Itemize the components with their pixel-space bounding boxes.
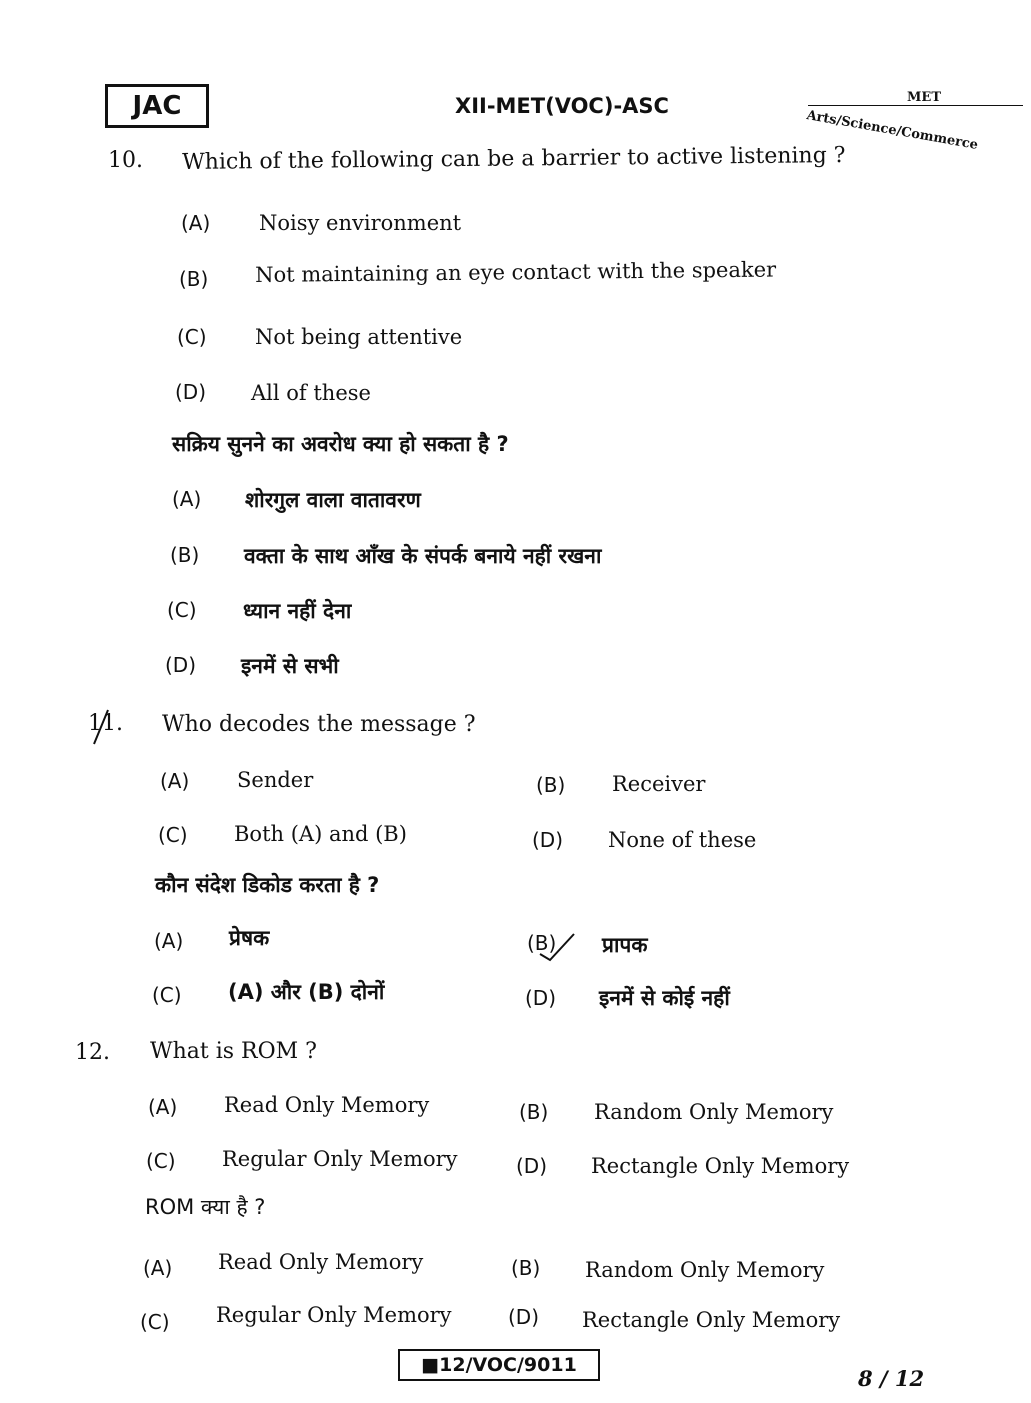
option-text-hindi: वक्ता के साथ आँख के संपर्क बनाये नहीं रखना bbox=[244, 544, 602, 568]
option-label: (D) bbox=[508, 1305, 540, 1329]
option-label: (A) bbox=[181, 211, 211, 235]
option-label: (C) bbox=[177, 325, 207, 349]
question-number: 12. bbox=[75, 1040, 110, 1065]
option-text: Rectangle Only Memory bbox=[591, 1154, 850, 1178]
option-label: (B) bbox=[170, 543, 200, 567]
option-label: (D) bbox=[525, 986, 557, 1010]
option-text: Both (A) and (B) bbox=[234, 822, 407, 846]
question-number: 10. bbox=[108, 148, 143, 173]
option-text: None of these bbox=[608, 828, 757, 852]
subject-stamp bbox=[805, 90, 1023, 153]
option-text: Rectangle Only Memory bbox=[582, 1308, 841, 1332]
question-text-hindi: सक्रिय सुनने का अवरोध क्या हो सकता है ? bbox=[172, 432, 509, 456]
option-label: (A) bbox=[154, 929, 184, 953]
question-number: 11. bbox=[88, 711, 123, 736]
option-text: Noisy environment bbox=[259, 211, 462, 235]
question-text-hindi: ROM क्या है ? bbox=[145, 1195, 266, 1219]
streams-label: Arts/Science/Commerce bbox=[805, 108, 980, 153]
page-number: 8 / 12 bbox=[858, 1366, 925, 1391]
option-text: Not maintaining an eye contact with the speaker bbox=[255, 257, 777, 287]
option-text: Random Only Memory bbox=[585, 1258, 825, 1282]
question-text: What is ROM ? bbox=[150, 1039, 317, 1064]
option-label: (B) bbox=[179, 267, 209, 291]
option-label: (B) bbox=[519, 1100, 549, 1124]
option-label: (A) bbox=[172, 487, 202, 511]
subject-short: MET bbox=[808, 90, 1023, 106]
option-text-hindi: इनमें से सभी bbox=[241, 654, 339, 678]
option-label: (C) bbox=[146, 1149, 176, 1173]
option-text: Read Only Memory bbox=[218, 1250, 424, 1274]
option-label: (D) bbox=[516, 1154, 548, 1178]
option-label: (B) bbox=[527, 931, 557, 955]
option-text-hindi: प्रापक bbox=[602, 933, 648, 957]
board-badge: JAC bbox=[105, 84, 209, 128]
option-text: Regular Only Memory bbox=[222, 1147, 458, 1171]
pen-mark-icon bbox=[86, 706, 116, 748]
option-text: Receiver bbox=[612, 772, 706, 796]
option-label: (D) bbox=[175, 380, 207, 404]
option-label: (A) bbox=[148, 1095, 178, 1119]
option-text: Random Only Memory bbox=[594, 1100, 834, 1124]
option-text-hindi: शोरगुल वाला वातावरण bbox=[245, 488, 421, 512]
checkmark-icon bbox=[538, 930, 578, 966]
option-label: (D) bbox=[165, 653, 197, 677]
option-label: (B) bbox=[536, 773, 566, 797]
option-text-hindi: इनमें से कोई नहीं bbox=[599, 986, 730, 1010]
option-text: All of these bbox=[251, 381, 371, 405]
option-label: (A) bbox=[160, 769, 190, 793]
option-label: (C) bbox=[140, 1310, 170, 1334]
option-text-hindi: (A) और (B) दोनों bbox=[228, 980, 385, 1004]
option-text-hindi: प्रेषक bbox=[229, 926, 270, 950]
question-text: Which of the following can be a barrier to active listening ? bbox=[182, 143, 846, 175]
option-label: (C) bbox=[152, 983, 182, 1007]
option-text: Sender bbox=[237, 768, 314, 792]
option-label: (D) bbox=[532, 828, 564, 852]
question-text: Who decodes the message ? bbox=[162, 712, 476, 737]
option-text: Not being attentive bbox=[255, 325, 463, 349]
paper-code: XII-MET(VOC)-ASC bbox=[455, 94, 669, 118]
option-label: (C) bbox=[167, 598, 197, 622]
option-label: (B) bbox=[511, 1256, 541, 1280]
option-text: Regular Only Memory bbox=[216, 1303, 452, 1327]
option-text-hindi: ध्यान नहीं देना bbox=[243, 599, 352, 623]
question-text-hindi: कौन संदेश डिकोड करता है ? bbox=[155, 873, 380, 897]
option-text: Read Only Memory bbox=[224, 1093, 430, 1117]
booklet-code: ■12/VOC/9011 bbox=[398, 1349, 600, 1381]
option-label: (A) bbox=[143, 1256, 173, 1280]
option-label: (C) bbox=[158, 823, 188, 847]
